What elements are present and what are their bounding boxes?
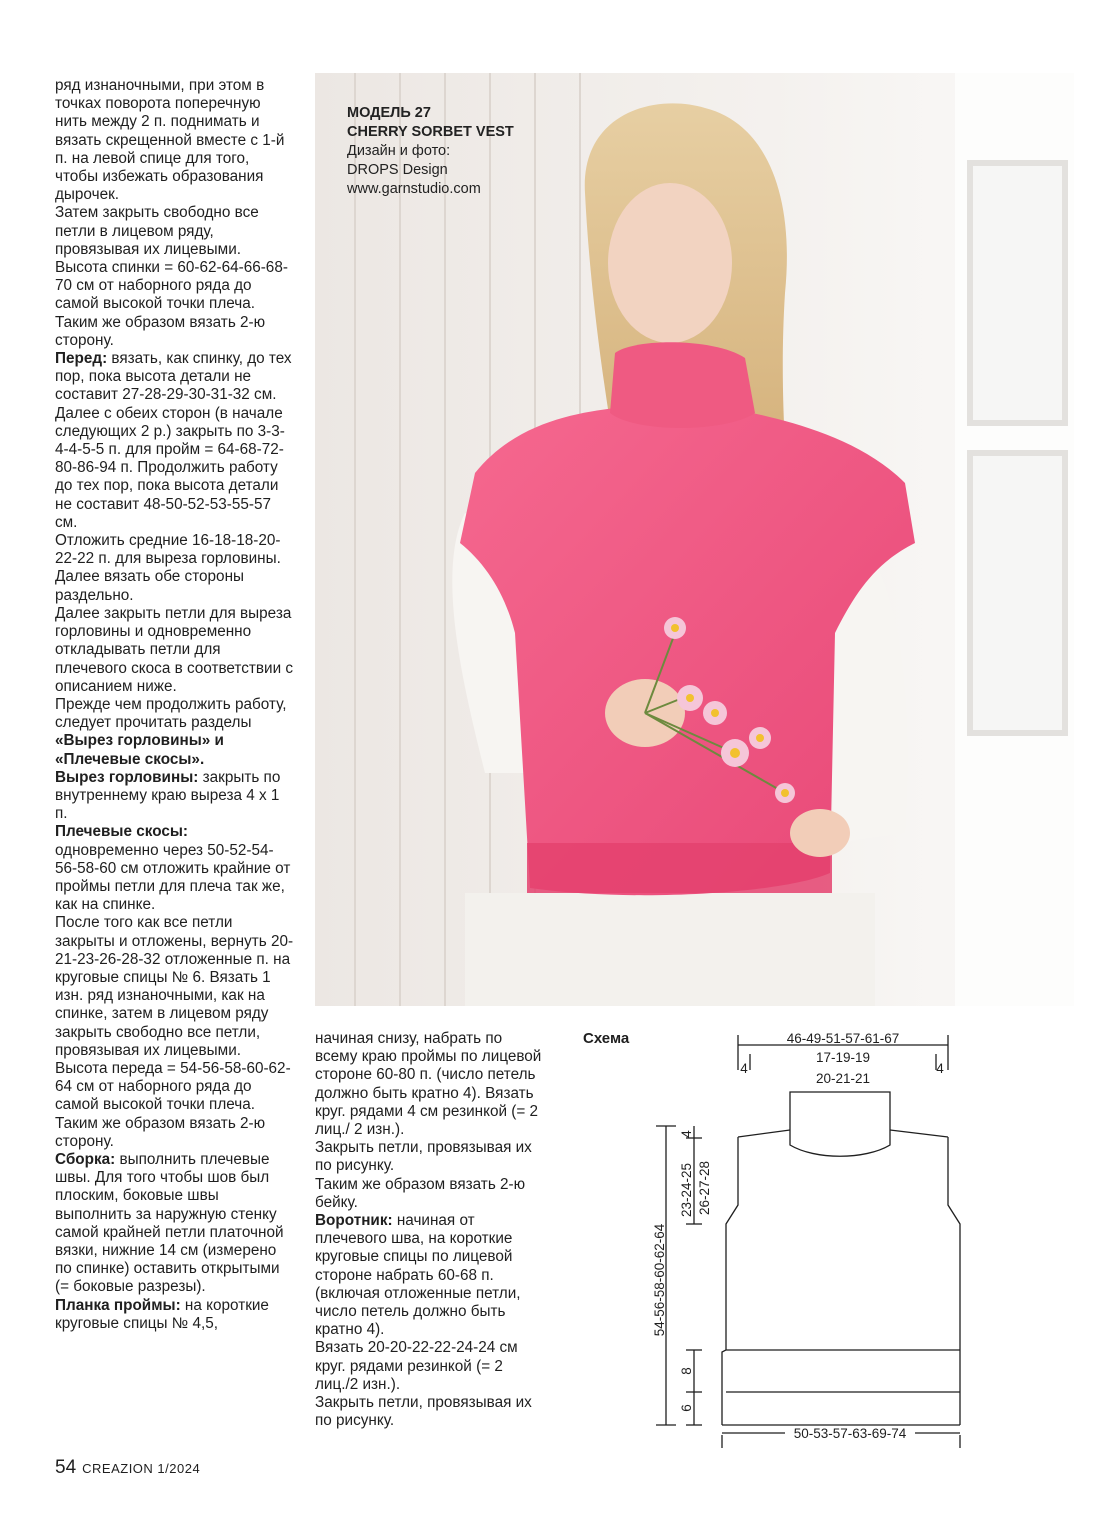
model-number: МОДЕЛЬ 27 [347,105,431,121]
model-photo [315,73,1074,1006]
front-section [55,350,295,532]
collar-width-label: 20-21-21 [815,1071,871,1086]
paragraph: Закрыть петли, провязывая их по рисунку. [315,1394,532,1430]
model-name: CHERRY SORBET VEST [347,124,514,140]
top-depth-label: 4 [679,1130,694,1138]
collar-outline [790,1092,890,1156]
text-column-2 [315,1030,545,1430]
website: www.garnstudio.com [347,181,481,197]
slit-height-label: 6 [679,1404,694,1412]
neck-heading: Вырез горловины: [55,768,199,786]
armhole-text: на короткие круговые спицы № 4,5, [55,1296,269,1332]
shoulder-heading: Плечевые скосы: [55,823,189,841]
neck-section [55,769,295,824]
paragraph: Высота переда = 54-56-58-60-62-64 см от наборного ряда до самой высокой точки плеча. [55,1059,291,1114]
paragraph: Высота спинки = 60-62-64-66-68-70 см от наборного ряда до самой высокой точки плеча. [55,259,288,313]
page-footer [55,1457,200,1480]
armhole-heading: Планка проймы: [55,1296,181,1314]
assembly-heading: Сборка: [55,1150,116,1168]
shoulder-text: одновременно через 50-52-54-56-58-60 см отложить крайние от проймы петли для плеча так же, как на спинке. [55,841,291,914]
assembly-text: выполнить плечевые швы. Для того чтобы шов был плоским, боковые швы выполнить за наружную стенку самой крайней петли платочной вязки, нижние 14 см (измерено по спинке) оставить открытыми (= боковые разрезы). [55,1150,284,1296]
armhole-height-label: 23-24-25 [679,1162,694,1218]
text-column-1 [55,77,295,1333]
photo-caption [347,104,514,199]
magazine-issue: CREAZION 1/2024 [82,1461,201,1476]
paragraph: Далее вязать обе стороны раздельно. [55,568,245,604]
paragraph: После того как все петли закрыты и отложены, вернуть 20-21-23-26-28-32 отложенные п. на круговые спицы № 6. Вязать 1 изн. ряд изнаночными, как на спинке, затем в лицевом ряду закрыть свободно все петли, провязывая их лицевыми. [55,914,294,1059]
paragraph: Таким же образом вязать 2-ю бейку. [315,1175,526,1211]
armhole-section [55,1297,295,1333]
paragraph: Таким же образом вязать 2-ю сторону. [55,313,266,349]
paragraph: начиная снизу, набрать по всему краю проймы по лицевой стороне 60-80 п. (число петель должно быть кратно 4). Вязать круг. рядами 4 см резинкой (= 2 лиц./ 2 изн.). [315,1030,542,1139]
paragraph-text: Прежде чем продолжить работу, следует прочитать разделы [55,695,287,732]
schema-title: Схема [583,1030,630,1047]
paragraph: Отложить средние 16-18-18-20-22-22 п. для выреза горловины. [55,532,281,568]
bottom-width-label: 50-53-57-63-69-74 [793,1426,907,1441]
shoulder-left-label: 4 [740,1061,748,1076]
assembly-section [55,1151,295,1297]
armhole-height2-label: 26-27-28 [697,1160,712,1216]
paragraph: Затем закрыть свободно все петли в лицевом ряду, провязывая их лицевыми. [55,204,259,258]
paragraph: Вязать 20-20-22-22-24-24 см круг. рядами резинкой (= 2 лиц./2 изн.). [315,1339,518,1393]
vest-schema-diagram [560,1030,1070,1460]
body-outline [722,1130,960,1425]
paragraph [55,696,295,769]
rib-height-label: 8 [679,1367,694,1375]
shoulder-right-label: 4 [936,1061,944,1076]
page-number: 54 [55,1457,77,1478]
shoulder-section [55,823,295,914]
photo-illustration [315,73,1074,1006]
collar-heading: Воротник: [315,1212,393,1230]
top-width-label: 46-49-51-57-61-67 [786,1031,900,1046]
paragraph: ряд изнаночными, при этом в точках поворота поперечную нить между 2 п. поднимать и вязать скрещенной вместе с 1-й п. на левой спице для того, чтобы избежать образования дырочек. [55,77,285,204]
paragraph: Далее закрыть петли для выреза горловины и одновременно откладывать петли для плечевого скоса в соответствии с описанием ниже. [55,604,294,695]
neck-width-label: 17-19-19 [815,1050,871,1065]
total-height-label: 54-56-58-60-62-64 [652,1223,667,1337]
collar-text: начиная от плечевого шва, на короткие круговые спицы по лицевой стороне набрать 60-68 п. (включая отложенные петли, число петель должно быть кратно 4). [315,1212,521,1339]
neck-text: закрыть по внутреннему краю выреза 4 х 1 п. [55,768,281,823]
front-text: вязать, как спинку, до тех пор, пока высота детали не составит 27-28-29-30-31-32 см. Далее с обеих сторон (в начале следующих 2 р.) закрыть по 3-3-4-4-5-5 п. для пройм = 64-68-72-80-86-94 п. Продолжить работу до тех пор, пока высота детали не составит 48-50-52-53-55-57 см. [55,350,292,531]
paragraph-bold: «Вырез горловины» и «Плечевые скосы». [55,732,224,768]
front-heading: Перед: [55,350,108,368]
paragraph: Закрыть петли, провязывая их по рисунку. [315,1139,532,1175]
collar-section [315,1212,545,1339]
design-by: DROPS Design [347,162,448,178]
design-label: Дизайн и фото: [347,143,451,159]
paragraph: Таким же образом вязать 2-ю сторону. [55,1114,266,1150]
